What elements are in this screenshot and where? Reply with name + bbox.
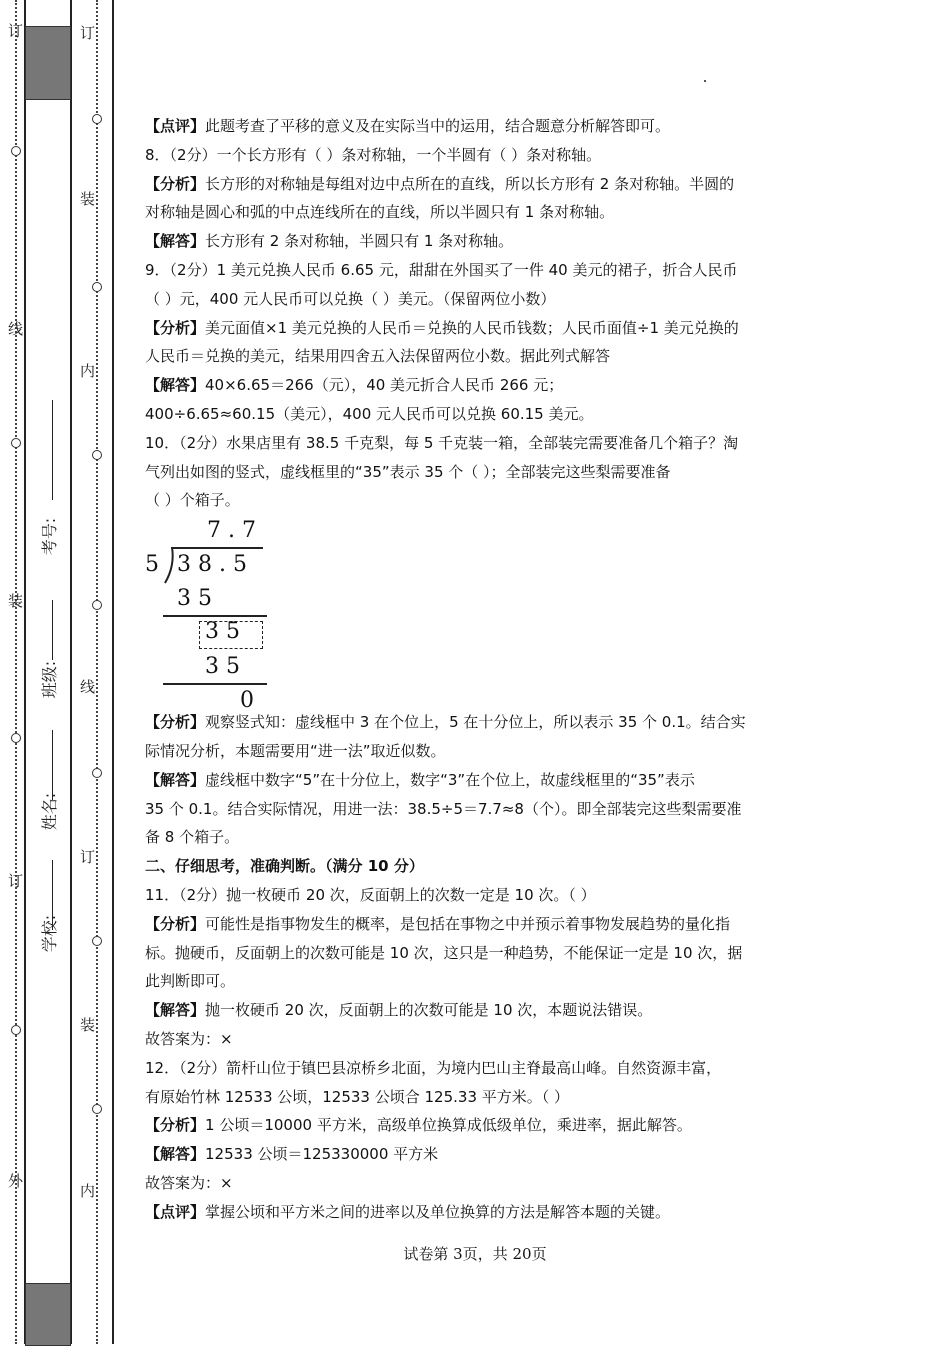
page-footer: 试卷第 3页，共 20页: [403, 1245, 547, 1263]
section-marker: 【分析】: [145, 914, 206, 933]
division-divisor: 5: [145, 552, 159, 578]
outer-char: 订: [8, 22, 24, 40]
gray-block-bottom: [25, 1283, 71, 1346]
text-line: 【解答】抛一枚硬币 20 次，反面朝上的次数可能是 10 次，本题说法错误。: [145, 1001, 653, 1020]
ring-icon: [92, 768, 102, 778]
section-marker: 【点评】: [145, 117, 206, 135]
outer-char: 线: [8, 320, 24, 338]
question-8: 8．（2分）一个长方形有（ ）条对称轴，一个半圆有（ ）条对称轴。: [145, 145, 602, 164]
division-bracket: [163, 546, 177, 584]
inner-char: 订: [80, 848, 96, 866]
ring-icon: [92, 282, 102, 292]
margin-border-left: [24, 0, 26, 1344]
text-line: （ ）元，400 元人民币可以兑换（ ）美元。（保留两位小数）: [145, 289, 556, 308]
text-line: 【分析】长方形的对称轴是每组对边中点所在的直线，所以长方形有 2 条对称轴。半圆的: [145, 174, 735, 193]
inner-char: 内: [80, 1182, 96, 1200]
division-remainder: 0: [240, 688, 254, 714]
division-dividend: 3 8 . 5: [177, 552, 247, 578]
text-line: 【解答】40×6.65＝266（元），40 美元折合人民币 266 元；: [145, 376, 564, 395]
margin-border-right: [70, 0, 72, 1344]
inner-char: 内: [80, 362, 96, 380]
division-rule: [163, 615, 267, 617]
text-line: 气列出如图的竖式，虚线框里的“35”表示 35 个（ ）；全部装完这些梨需要准备: [145, 462, 671, 481]
text-line: 标。抛硬币，反面朝上的次数可能是 10 次，这只是一种趋势，不能保证一定是 10 次，据: [145, 943, 743, 962]
section-marker: 【分析】: [145, 713, 206, 732]
text-line: 【分析】美元面值×1 美元兑换的人民币＝兑换的人民币钱数；人民币面值÷1 美元兑换的: [145, 318, 739, 337]
text-line: 【解答】虚线框中数字“5”在十分位上，数字“3”在个位上，故虚线框里的“35”表示: [145, 770, 695, 789]
ring-icon: [92, 936, 102, 946]
label-school: 学校:: [40, 914, 60, 953]
text-line: 【点评】掌握公顷和平方米之间的进率以及单位换算的方法是解答本题的关键。: [145, 1202, 671, 1221]
division-step2: 3 5: [205, 619, 240, 645]
division-step1: 3 5: [177, 586, 212, 612]
outer-char: 外: [8, 1172, 24, 1190]
inner-char: 订: [80, 24, 96, 42]
section-heading: 二、仔细思考，准确判断。（满分 10 分）: [145, 857, 424, 876]
text-line: 【分析】观察竖式知：虚线框中 3 在个位上，5 在十分位上，所以表示 35 个 0.1。结合实: [145, 713, 746, 732]
division-bar: [171, 547, 263, 549]
division-quotient: 7 . 7: [207, 518, 256, 544]
section-marker: 【解答】: [145, 232, 206, 251]
text-line: （ ）个箱子。: [145, 491, 240, 510]
fill-line-school: [52, 860, 53, 930]
text-line: 【解答】长方形有 2 条对称轴，半圆只有 1 条对称轴。: [145, 232, 514, 251]
text-line: 对称轴是圆心和弧的中点连线所在的直线，所以半圆只有 1 条对称轴。: [145, 203, 615, 222]
inner-char: 装: [80, 190, 96, 208]
text-line: 有原始竹林 12533 公顷，12533 公顷合 125.33 平方米。（ ）: [145, 1087, 570, 1106]
section-marker: 【点评】: [145, 1202, 206, 1221]
cut-line-inner: [96, 0, 98, 1344]
text-line: 400÷6.65≈60.15（美元），400 元人民币可以兑换 60.15 美元。: [145, 404, 594, 423]
section-marker: 【解答】: [145, 376, 206, 395]
division-step3: 3 5: [205, 654, 240, 680]
text-line: 【分析】1 公顷＝10000 平方米，高级单位换算成低级单位，乘进率，据此解答。: [145, 1116, 692, 1135]
text-line: 【解答】12533 公顷＝125330000 平方米: [145, 1145, 439, 1164]
ring-icon: [11, 733, 21, 743]
label-exam-no: 考号:: [40, 517, 60, 556]
margin-border-outer: [112, 0, 114, 1344]
fill-line-exam-no: [52, 400, 53, 500]
ring-icon: [11, 1025, 21, 1035]
label-class: 班级:: [40, 660, 60, 699]
text-line: 备 8 个箱子。: [145, 828, 240, 847]
ring-icon: [92, 600, 102, 610]
inner-char: 线: [80, 678, 96, 696]
section-marker: 【分析】: [145, 1116, 206, 1135]
outer-char: 订: [8, 872, 24, 890]
fill-line-name: [52, 730, 53, 800]
answer-line: 故答案为：×: [145, 1173, 233, 1192]
ring-icon: [11, 438, 21, 448]
ring-icon: [92, 1104, 102, 1114]
binding-margin: [0, 0, 115, 1344]
question-10: 10．（2分）水果店里有 38.5 千克梨，每 5 千克装一箱，全部装完需要准备几个箱子？淘: [145, 433, 739, 452]
ring-icon: [11, 146, 21, 156]
section-marker: 【解答】: [145, 1145, 206, 1164]
question-11: 11．（2分）抛一枚硬币 20 次，反面朝上的次数一定是 10 次。（ ）: [145, 885, 596, 904]
text-line: 人民币＝兑换的美元，结果用四舍五入法保留两位小数。据此列式解答: [145, 347, 611, 366]
section-marker: 【解答】: [145, 1001, 206, 1020]
cut-line-outer: [15, 0, 17, 1344]
section-marker: 【分析】: [145, 174, 206, 193]
text-line: 际情况分析，本题需要用“进一法”取近似数。: [145, 741, 446, 760]
label-name: 姓名:: [40, 792, 60, 831]
section-marker: 【分析】: [145, 318, 206, 337]
outer-char: 装: [8, 592, 24, 610]
division-rule: [163, 683, 267, 685]
ring-icon: [92, 114, 102, 124]
text-line: 【点评】此题考查了平移的意义及在实际当中的运用，结合题意分析解答即可。: [145, 117, 671, 135]
question-9: 9．（2分）1 美元兑换人民币 6.65 元，甜甜在外国买了一件 40 美元的裙子，折合人民币: [145, 260, 738, 279]
text-line: 【分析】可能性是指事物发生的概率，是包括在事物之中并预示着事物发展趋势的量化指: [145, 914, 731, 933]
long-division-figure: [145, 517, 285, 714]
text-line: 35 个 0.1。结合实际情况，用进一法：38.5÷5＝7.7≈8（个）。即全部装完这些梨需要准: [145, 799, 742, 818]
ring-icon: [92, 450, 102, 460]
section-marker: 【解答】: [145, 770, 206, 789]
question-12: 12．（2分）箭杆山位于镇巴县凉桥乡北面，为境内巴山主脊最高山峰。自然资源丰富，: [145, 1058, 722, 1077]
answer-content: [145, 112, 825, 1227]
scan-dot: [704, 80, 706, 82]
answer-line: 故答案为：×: [145, 1029, 233, 1048]
inner-char: 装: [80, 1016, 96, 1034]
text-line: 此判断即可。: [145, 972, 236, 991]
fill-line-class: [52, 600, 53, 660]
gray-block-top: [25, 26, 71, 100]
